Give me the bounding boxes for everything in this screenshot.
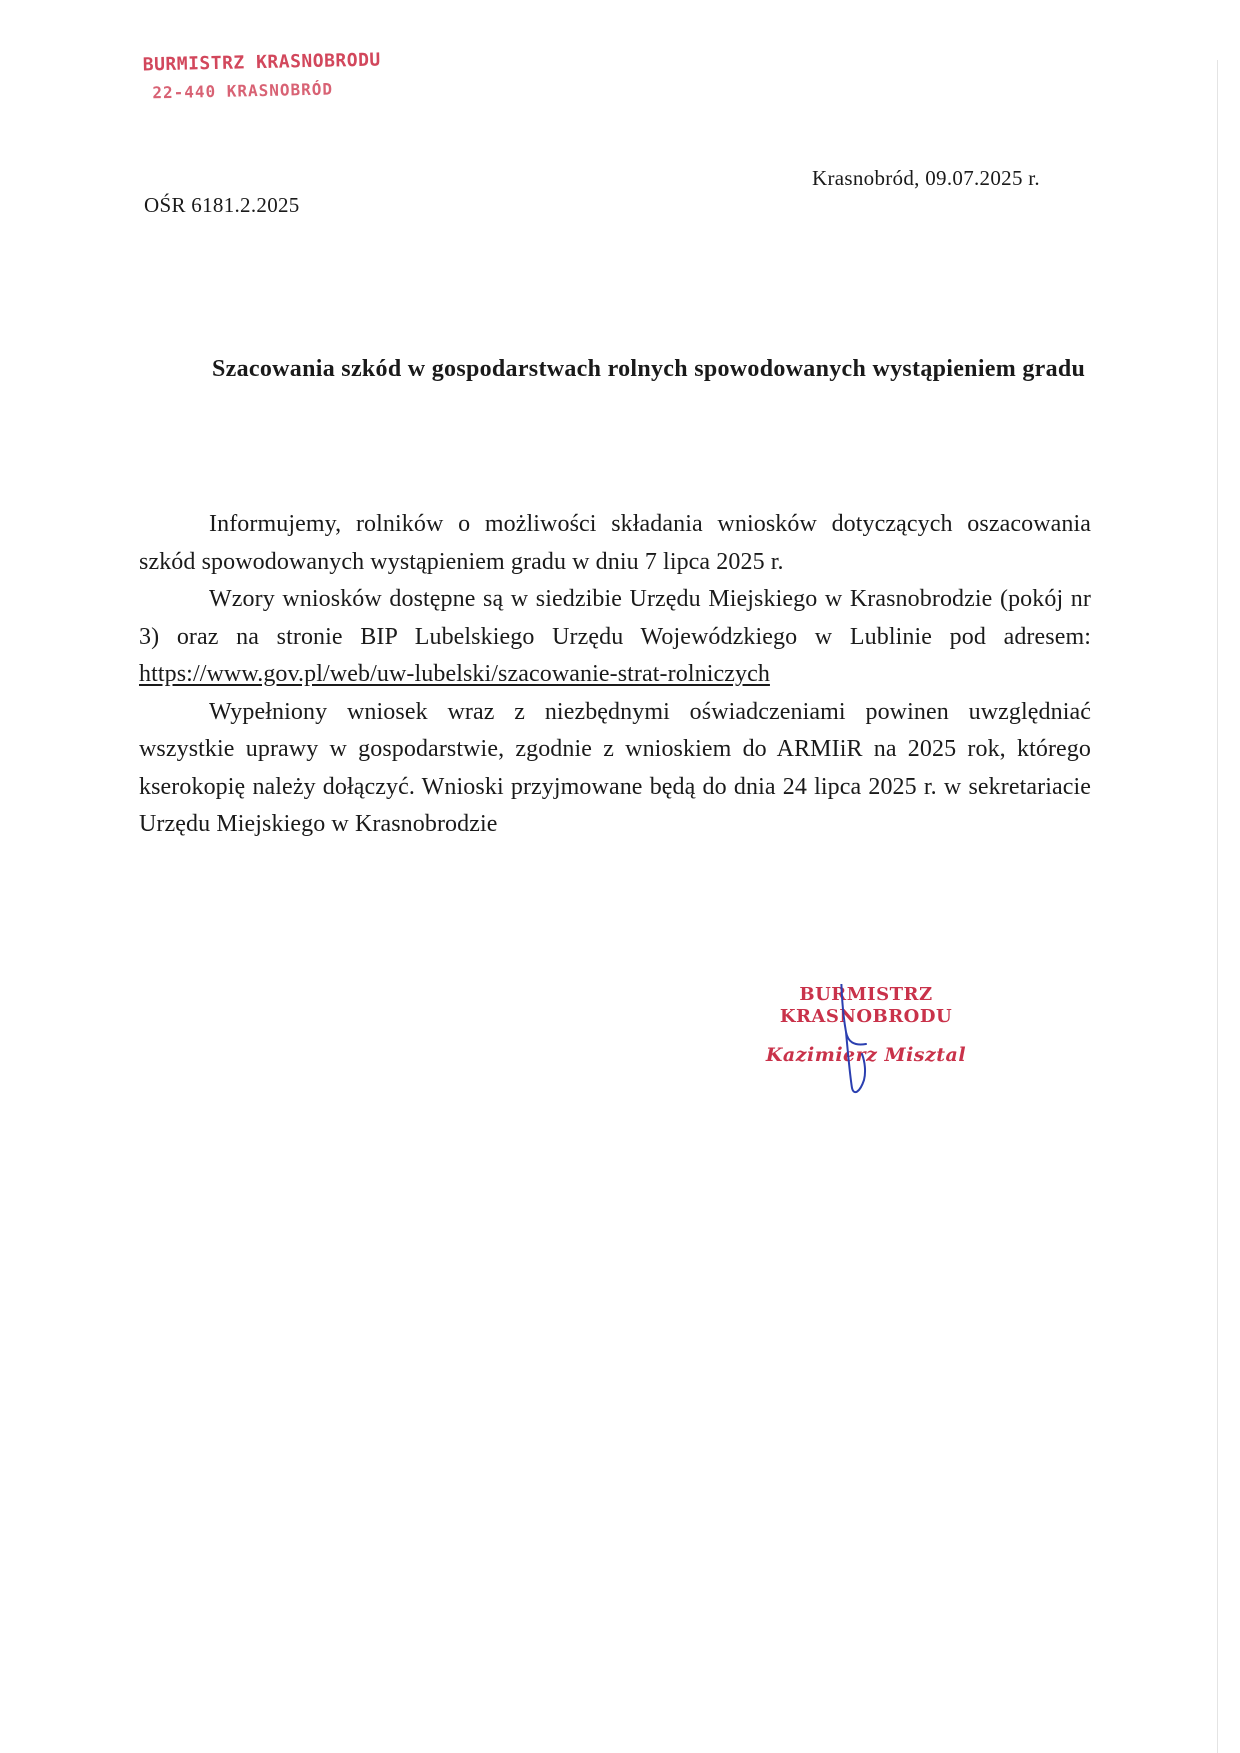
- paragraph-1: Informujemy, rolników o możliwości składania wniosków dotyczących oszacowania szkód spowodowanych wystąpieniem gradu w dniu 7 lipca 2025 r.: [139, 511, 1091, 575]
- signature-stamp: [756, 984, 976, 1066]
- header-stamp-line1: BURMISTRZ KRASNOBRODU: [142, 49, 381, 76]
- signature-title-line2: KRASNOBRODU: [779, 1006, 953, 1027]
- signature-name: Kazimierz Misztal: [765, 1044, 967, 1066]
- handwritten-signature: [756, 984, 976, 1124]
- document-date: Krasnobród, 09.07.2025 r.: [812, 166, 1040, 190]
- scan-edge-line: [1217, 60, 1218, 1753]
- header-stamp: [143, 50, 382, 103]
- reference-number: OŚR 6181.2.2025: [144, 193, 300, 217]
- paragraph-2-text: Wzory wniosków dostępne są w siedzibie Urzędu Miejskiego w Krasnobrodzie (pokój nr 3) oraz na stronie BIP Lubelskiego Urzędu Wojewódzkiego w Lublinie pod adresem:: [139, 586, 1091, 650]
- bip-link[interactable]: https://www.gov.pl/web/uw-lubelski/szacowanie-strat-rolniczych: [139, 661, 770, 687]
- paragraph-2: [139, 581, 1091, 694]
- signature-title-line1: BURMISTRZ: [799, 984, 933, 1005]
- header-stamp-line2: 22-440 KRASNOBRÓD: [152, 79, 334, 103]
- document-title: Szacowania szkód w gospodarstwach rolnych spowodowanych wystąpieniem gradu: [212, 356, 1086, 382]
- document-body: [139, 506, 1091, 844]
- paragraph-3: Wypełniony wniosek wraz z niezbędnymi oświadczeniami powinen uwzględniać wszystkie uprawy w gospodarstwie, zgodnie z wnioskiem do ARMIiR na 2025 rok, którego kserokopię należy dołączyć. Wnioski przyjmowane będą do dnia 24 lipca 2025 r. w sekretariacie Urzędu Miejskiego w Krasnobrodzie: [139, 698, 1091, 837]
